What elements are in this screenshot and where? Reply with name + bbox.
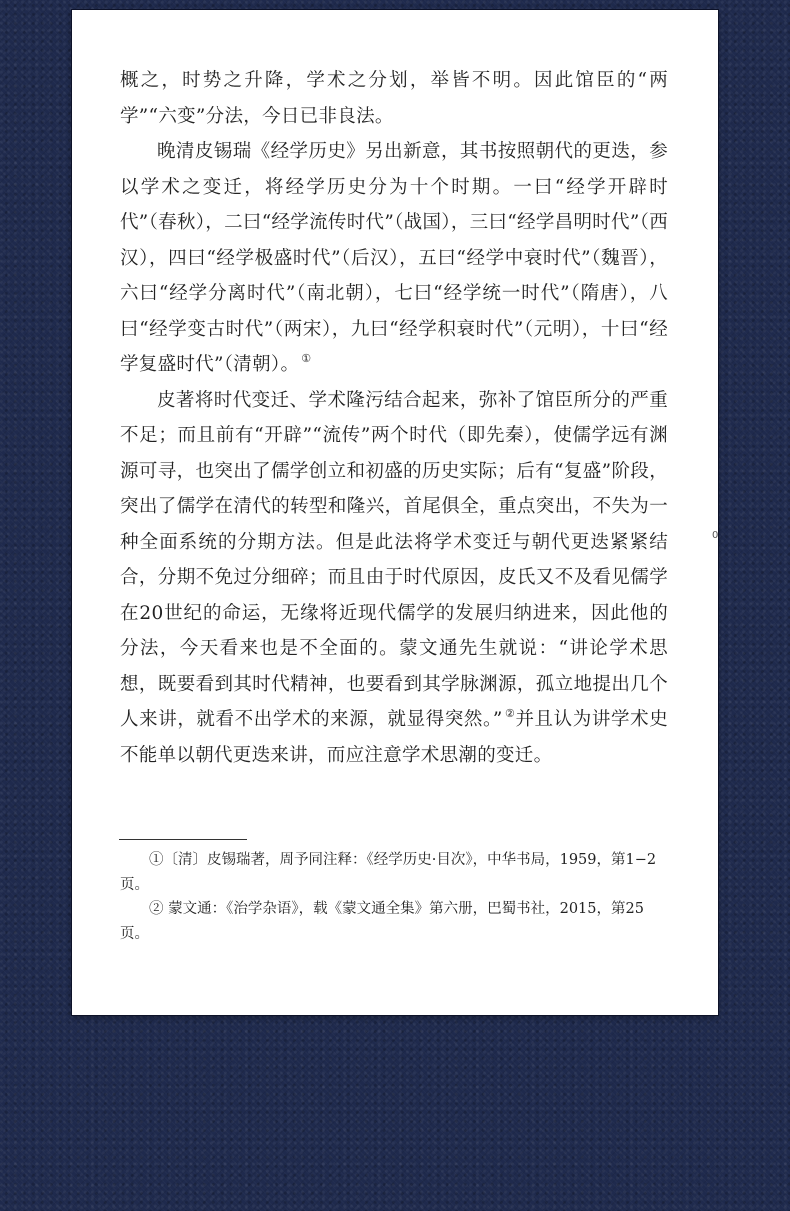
footnotes <box>120 848 668 946</box>
edge-mark: 0 <box>712 530 719 541</box>
footnote-ref-1[interactable]: ① <box>301 352 312 365</box>
footnote-2: ② 蒙文通：《治学杂语》，载《蒙文通全集》第六册，巴蜀书社，2015，第25页。 <box>120 901 644 942</box>
paragraph-3-continuation: 并且认为讲学术史不能单以朝代更迭来讲，而应注意学术思潮的变迁。 <box>120 709 668 766</box>
paragraph-3-text: 皮著将时代变迁、学术隆污结合起来，弥补了馆臣所分的严重不足；而且前有“开辟”“流传”两个时代（即先秦），使儒学远有渊源可寻，也突出了儒学创立和初盛的历史实际；后有“复盛”阶段，突出了儒学在清代的转型和隆兴，首尾俱全，重点突出，不失为一种全面系统的分期方法。但是此法将学术变迁与朝代更迭紧紧结合，分期不免过分细碎；而且由于时代原因，皮氏又不及看见儒学在20世纪的命运，无缘将近现代儒学的发展归纳进来，因此他的分法，今天看来也是不全面的。蒙文通先生就说：“讲论学术思想，既要看到其时代精神，也要看到其学脉渊源，孤立地提出几个人来讲，就看不出学术的来源，就显得突然。” <box>120 389 668 730</box>
body-text <box>120 63 668 773</box>
footnote-divider <box>119 839 247 840</box>
paragraph-2-text: 晚清皮锡瑞《经学历史》另出新意，其书按照朝代的更迭，参以学术之变迁，将经学历史分为十个时期。一曰“经学开辟时代”（春秋），二曰“经学流传时代”（战国），三曰“经学昌明时代”（西汉），四曰“经学极盛时代”（后汉），五曰“经学中衰时代”（魏晋），六曰“经学分离时代”（南北朝），七曰“经学统一时代”（隋唐），八曰“经学变古时代”（两宋），九曰“经学积衰时代”（元明），十曰“经学复盛时代”（清朝）。 <box>120 141 668 375</box>
paragraph-3 <box>120 383 668 774</box>
book-page <box>72 10 718 1015</box>
footnote-ref-2[interactable]: ② <box>504 707 516 720</box>
paragraph-2 <box>120 134 668 383</box>
paragraph-1 <box>120 63 668 134</box>
footnote-1: ①〔清〕皮锡瑞著，周予同注释：《经学历史·目次》，中华书局，1959，第1−2页。 <box>120 852 657 893</box>
paragraph-1-text: 概之，时势之升降，学术之分划，举皆不明。因此馆臣的“两学”“六变”分法，今日已非良法。 <box>120 70 668 127</box>
